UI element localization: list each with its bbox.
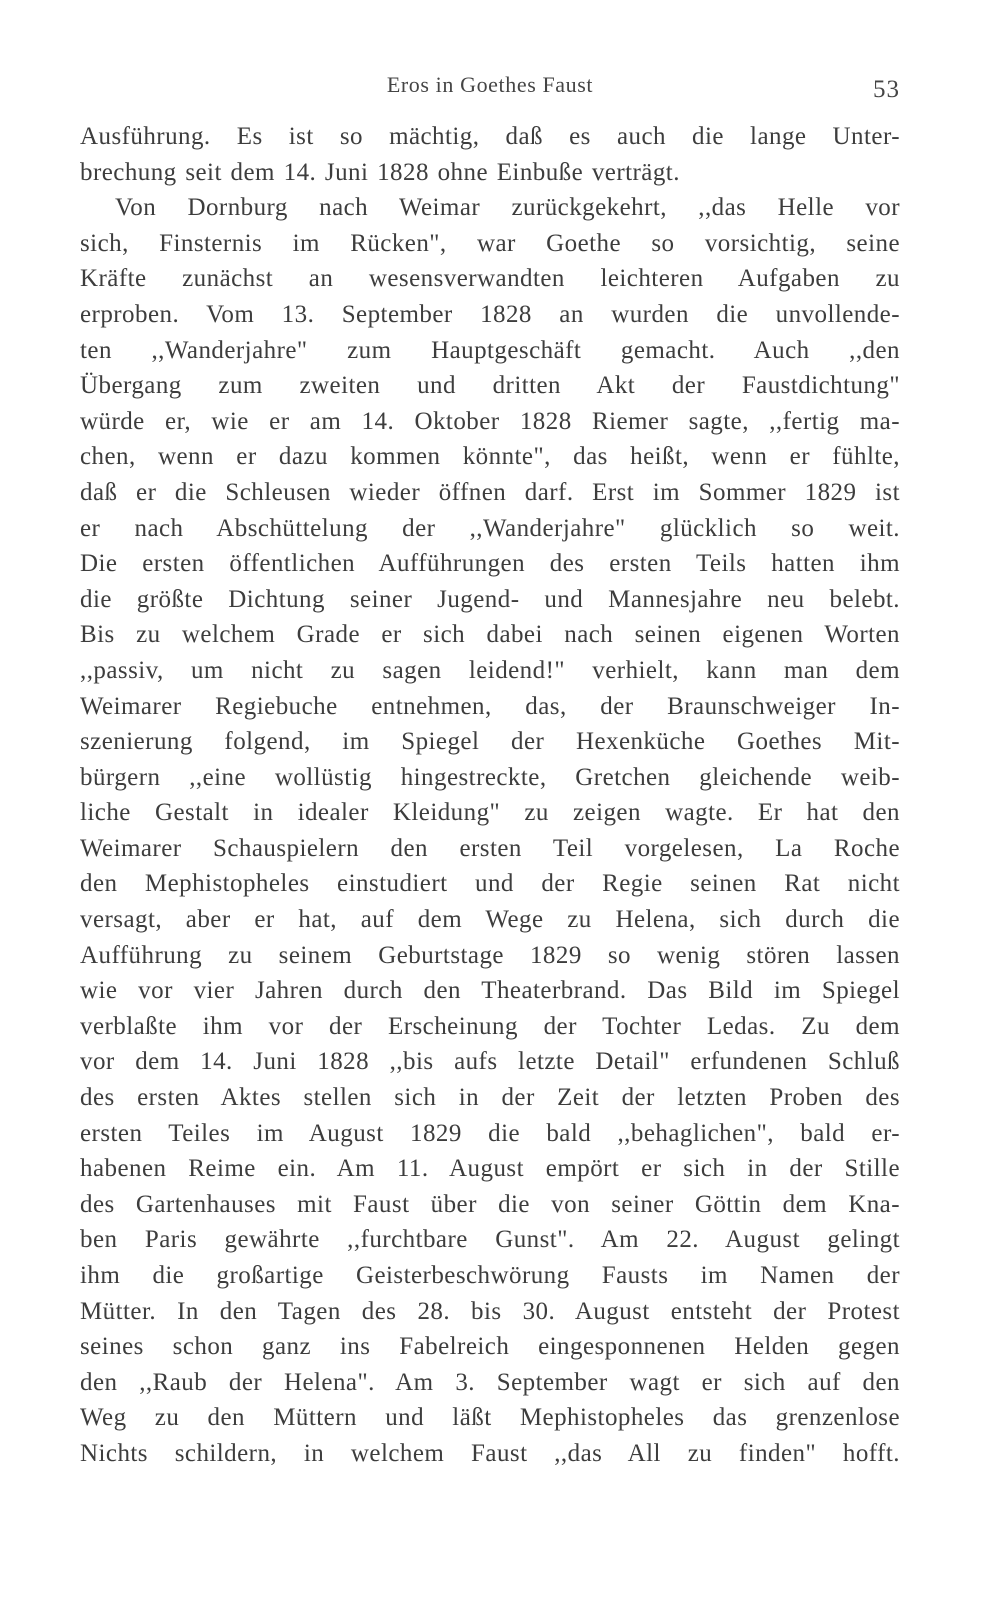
text-line: erproben. Vom 13. September 1828 an wurden die unvollende- bbox=[80, 300, 900, 328]
text-line: den Mephistopheles einstudiert und der Regie seinen Rat nicht bbox=[80, 870, 900, 898]
text-line: des Gartenhauses mit Faust über die von seiner Göttin dem Kna- bbox=[80, 1190, 900, 1218]
running-head bbox=[80, 66, 900, 106]
text-line: Kräfte zunächst an wesensverwandten leichteren Aufgaben zu bbox=[80, 265, 900, 293]
text-line: habenen Reime ein. Am 11. August empört er sich in der Stille bbox=[80, 1155, 900, 1183]
text-line: versagt, aber er hat, auf dem Wege zu Helena, sich durch die bbox=[80, 906, 900, 934]
text-line: chen, wenn er dazu kommen könnte", das heißt, wenn er fühlte, bbox=[80, 443, 900, 471]
text-line: ihm die großartige Geisterbeschwörung Fausts im Namen der bbox=[80, 1262, 900, 1289]
text-line: Mütter. In den Tagen des 28. bis 30. August entsteht der Protest bbox=[80, 1297, 900, 1325]
text-line: die größte Dichtung seiner Jugend- und Mannesjahre neu belebt. bbox=[80, 585, 900, 613]
text-line: er nach Abschüttelung der ,,Wanderjahre" glücklich so weit. bbox=[80, 514, 900, 542]
text-line: ten ,,Wanderjahre" zum Hauptgeschäft gemacht. Auch ,,den bbox=[80, 336, 900, 364]
text-line: vor dem 14. Juni 1828 ,,bis aufs letzte Detail" erfundenen Schluß bbox=[80, 1048, 900, 1076]
running-title: Eros in Goethes Faust bbox=[386, 72, 594, 97]
text-line: Weimarer Schauspielern den ersten Teil vorgelesen, La Roche bbox=[80, 834, 900, 862]
text-line: den ,,Raub der Helena". Am 3. September wagt er sich auf den bbox=[80, 1368, 900, 1396]
text-line: verblaßte ihm vor der Erscheinung der Tochter Ledas. Zu dem bbox=[80, 1012, 900, 1040]
page-number: 53 bbox=[873, 76, 900, 103]
text-line: Bis zu welchem Grade er sich dabei nach seinen eigenen Worten bbox=[80, 621, 900, 649]
text-line: bürgern ,,eine wollüstig hingestreckte, Gretchen gleichende weib- bbox=[80, 763, 900, 791]
text-line: Nichts schildern, in welchem Faust ,,das All zu finden" hofft. bbox=[80, 1439, 900, 1467]
text-line: seines schon ganz ins Fabelreich eingesponnenen Helden gegen bbox=[80, 1333, 900, 1361]
text-line: ersten Teiles im August 1829 die bald ,,behaglichen", bald er- bbox=[80, 1119, 900, 1147]
text-line: sich, Finsternis im Rücken", war Goethe so vorsichtig, seine bbox=[80, 229, 900, 257]
text-line: Die ersten öffentlichen Aufführungen des ersten Teils hatten ihm bbox=[80, 550, 900, 578]
text-line: Weg zu den Müttern und läßt Mephistopheles das grenzenlose bbox=[80, 1404, 900, 1432]
text-line: würde er, wie er am 14. Oktober 1828 Riemer sagte, ,,fertig ma- bbox=[80, 407, 900, 435]
text-line: des ersten Aktes stellen sich in der Zeit der letzten Proben des bbox=[80, 1084, 900, 1112]
text-line: wie vor vier Jahren durch den Theaterbrand. Das Bild im Spiegel bbox=[80, 977, 900, 1005]
text-line: Ausführung. Es ist so mächtig, daß es auch die lange Unter- bbox=[80, 123, 900, 150]
text-line: Übergang zum zweiten und dritten Akt der Faustdichtung" bbox=[80, 372, 900, 400]
text-line: Von Dornburg nach Weimar zurückgekehrt, ,,das Helle vor bbox=[115, 194, 900, 222]
text-line: brechung seit dem 14. Juni 1828 ohne Einbuße verträgt. bbox=[80, 158, 680, 186]
text-line: liche Gestalt in idealer Kleidung" zu zeigen wagte. Er hat den bbox=[80, 799, 900, 827]
text-line: daß er die Schleusen wieder öffnen darf. Erst im Sommer 1829 ist bbox=[80, 478, 900, 506]
text-line: ben Paris gewährte ,,furchtbare Gunst". Am 22. August gelingt bbox=[80, 1226, 900, 1254]
text-line: Weimarer Regiebuche entnehmen, das, der Braunschweiger In- bbox=[80, 692, 900, 720]
body-text bbox=[80, 119, 900, 1472]
text-line: Aufführung zu seinem Geburtstage 1829 so wenig stören lassen bbox=[80, 941, 900, 969]
text-line: ,,passiv, um nicht zu sagen leidend!" verhielt, kann man dem bbox=[80, 656, 900, 684]
text-line: szenierung folgend, im Spiegel der Hexenküche Goethes Mit- bbox=[80, 728, 900, 756]
